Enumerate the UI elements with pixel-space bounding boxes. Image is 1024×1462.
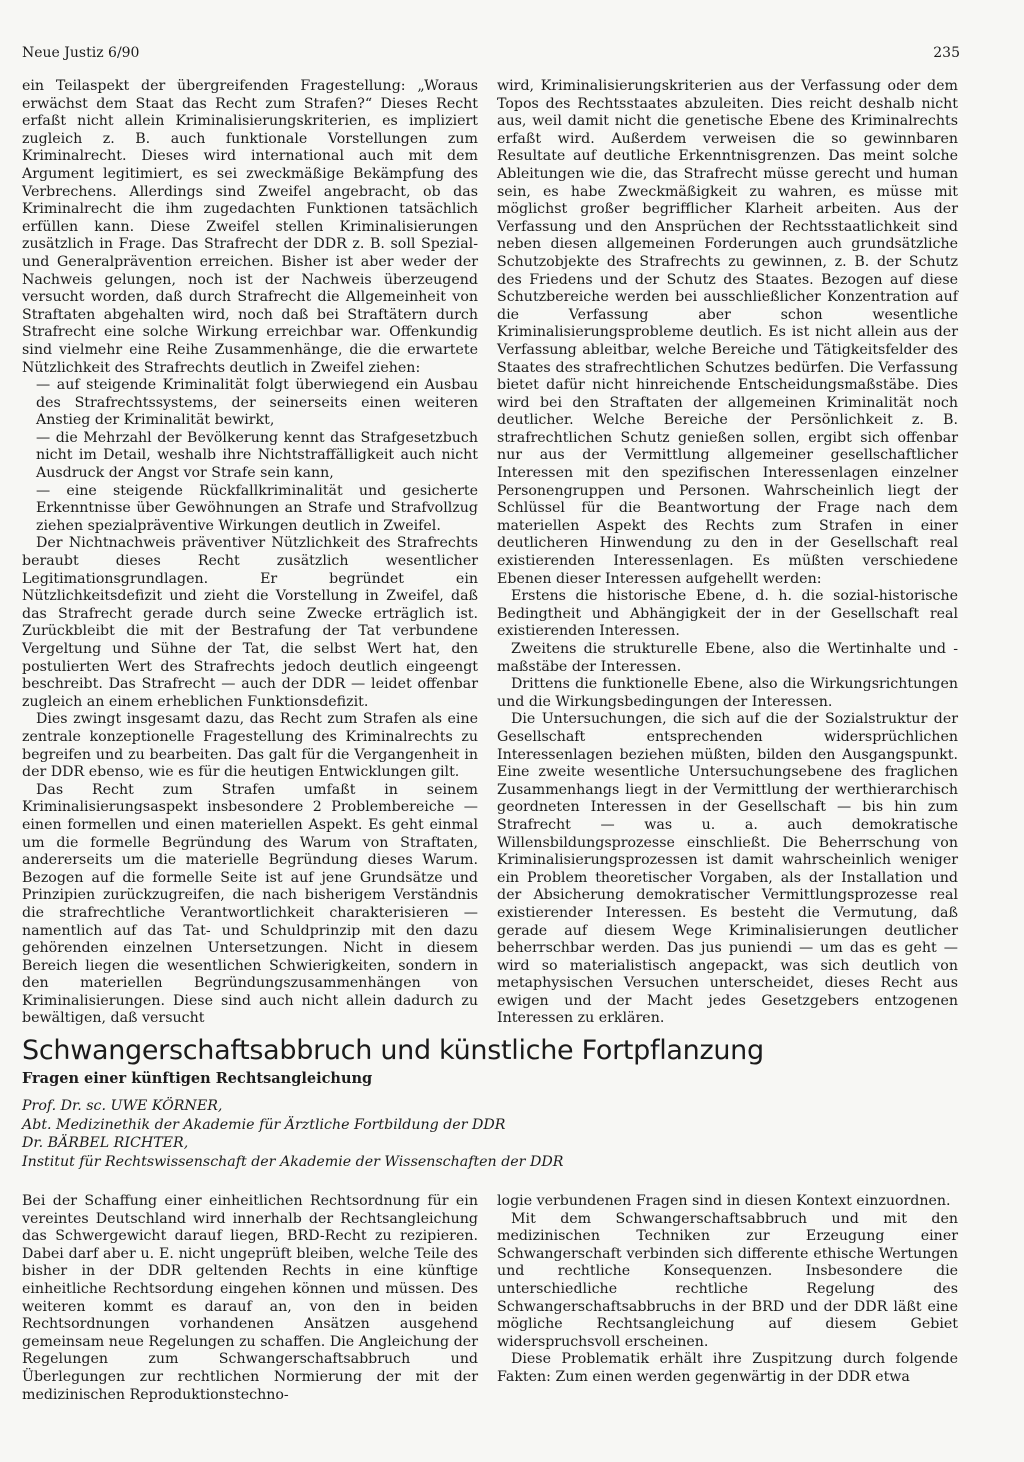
upper-column-right	[497, 78, 958, 1028]
list-item: — auf steigende Kriminalität folgt überwiegend ein Ausbau des Strafrechtssystems, der seinerseits einen weiteren Anstieg der Kriminalität bewirkt,	[36, 377, 478, 429]
article-column-left	[22, 1193, 478, 1404]
list-item: — eine steigende Rückfallkriminalität und gesicherte Erkenntnisse über Gewöhnungen an Strafe und Strafvollzug ziehen spezialpräventive Wirkungen deutlich in Zweifel.	[36, 482, 478, 534]
article-column-right	[497, 1193, 958, 1387]
paragraph: Die Untersuchungen, die sich auf die der Sozialstruktur der Gesellschaft entsprechenden widersprüchlichen Interessenlagen beziehen müßten, bilden den Ausgangspunkt. Eine zweite wesentliche Untersuchungsebene des fraglichen Zusammenhangs liegt in der Vermittlung der werthierarchisch geordneten Interessen in der Gesellschaft — bis hin zum Strafrecht — was u. a. auch demokratische Willensbildungsprozesse einschließt. Die Beherrschung von Kriminalisierungsprozessen ist damit wahrscheinlich weniger ein Problem theoretischer Vorgaben, als der Installation und der Absicherung demokratischer Vermittlungsprozesse real existierender Interessen. Es besteht die Vermutung, daß gerade auf diesem Wege Kriminalisierungen deutlicher beherrschbar werden. Das jus puniendi — um das es geht — wird so materialistisch angepackt, was sich deutlich von metaphysischen Versuchen unterscheidet, dieses Recht aus ewigen und der Macht jedes Gesetzgebers entzogenen Interessen zu erklären.	[497, 711, 958, 1027]
paragraph: Drittens die funktionelle Ebene, also die Wirkungsrichtungen und die Wirkungsbedingungen der Interessen.	[497, 676, 958, 710]
author-affiliation: Institut für Rechtswissenschaft der Akademie der Wissenschaften der DDR	[22, 1153, 564, 1170]
paragraph: Zweitens die strukturelle Ebene, also die Wertinhalte und -maßstäbe der Interessen.	[497, 641, 958, 675]
paragraph: ein Teilaspekt der übergreifenden Fragestellung: „Woraus erwächst dem Staat das Recht zum Strafen?“ Dieses Recht erfaßt nicht allein Kriminalisierungskriterien, es impliziert zugleich z. B. auch funktionale Vorstellungen zum Kriminalrecht. Dieses wird international auch mit dem Argument legitimiert, es sei zweckmäßige Bekämpfung des Verbrechens. Allerdings sind Zweifel angebracht, ob das Kriminalrecht die ihm zugedachten Funktionen tatsächlich erfüllen kann. Diese Zweifel stellen Kriminalisierungen zusätzlich in Frage. Das Strafrecht der DDR z. B. soll Spezial- und Generalprävention erreichen. Bisher ist aber weder der Nachweis gelungen, noch ist der Nachweis überzeugend versucht worden, daß durch Strafrecht die Allgemeinheit von Straftaten abgehalten wird, noch daß bei Straftätern durch Strafrecht eine solche Wirkung erreichbar war. Offenkundig sind vielmehr eine Reihe Zusammenhänge, die die erwartete Nützlichkeit des Strafrechts deutlich in Zweifel ziehen:	[22, 78, 478, 376]
journal-issue: Neue Justiz 6/90	[22, 45, 140, 61]
author-name: Dr. BÄRBEL RICHTER,	[22, 1135, 189, 1151]
article-title: Schwangerschaftsabbruch und künstliche Fortpflanzung	[22, 1035, 764, 1066]
list-item: — die Mehrzahl der Bevölkerung kennt das Strafgesetzbuch nicht im Detail, weshalb ihre Nichtstraffälligkeit auch nicht Ausdruck der Angst vor Strafe sein kann,	[36, 429, 478, 482]
author-block	[22, 1097, 982, 1171]
paragraph: wird, Kriminalisierungskriterien aus der Verfassung oder dem Topos des Rechtsstaates abzuleiten. Dies reicht deshalb nicht aus, weil damit nicht die genetische Ebene des Kriminalrechts erfaßt wird. Außerdem verweisen die so gewinnbaren Resultate auf deutliche Erkenntnisgrenzen. Das meint solche Ableitungen wie die, das Strafrecht müsse gerecht und human sein, es habe Zweckmäßigkeit zu wahren, es müsse mit möglichst großer begrifflicher Klarheit arbeiten. Aus der Verfassung und den Ansprüchen der Rechtsstaatlichkeit sind neben diesen allgemeinen Forderungen auch grundsätzliche Schutzobjekte des Strafrechts zu gewinnen, z. B. der Schutz des Friedens und der Schutz des Staates. Bezogen auf diese Schutzbereiche werden bei ausschließlicher Konzentration auf die Verfassung aber schon wesentliche Kriminalisierungsprobleme deutlich. Es ist nicht allein aus der Verfassung ableitbar, welche Bereiche und Tätigkeitsfelder des Staates des strafrechtlichen Schutzes bedürfen. Die Verfassung bietet dafür nicht hinreichende Entscheidungsmaßstäbe. Dies wird bei den Straftaten der allgemeinen Kriminalität noch deutlicher. Welche Bereiche der Persönlichkeit z. B. strafrechtlichen Schutz genießen sollen, ergibt sich offenbar nur aus der Vermittlung allgemeiner gesellschaftlicher Interessen mit den spezifischen Interessenlagen einzelner Personengruppen und Personen. Wahrscheinlich liegt der Schlüssel für die Beantwortung der Frage nach dem materiellen Aspekt des Rechts zum Strafen in einer deutlicheren Hinwendung zu den in der Gesellschaft real existierenden Interessenlagen. Es müßten verschiedene Ebenen dieser Interessen aufgehellt werden:	[497, 78, 958, 587]
paragraph: Bei der Schaffung einer einheitlichen Rechtsordnung für ein vereintes Deutschland wird innerhalb der Rechtsangleichung das Schwergewicht darauf liegen, BRD-Recht zu rezipieren. Dabei darf aber u. E. nicht ungeprüft bleiben, welche Teile des bisher in der DDR geltenden Rechts in eine künftige einheitliche Rechtsordung eingehen können und müssen. Des weiteren kommt es darauf an, von den in beiden Rechtsordnungen vorhandenen Ansätzen ausgehend gemeinsam neue Regelungen zu schaffen. Die Angleichung der Regelungen zum Schwangerschaftsabbruch und Überlegungen zur rechtlichen Normierung der mit der medizinischen Reproduktionstechno-	[22, 1193, 478, 1403]
article-subtitle: Fragen einer künftigen Rechtsangleichung	[22, 1070, 373, 1087]
paragraph: Der Nichtnachweis präventiver Nützlichkeit des Strafrechts beraubt dieses Recht zusätzlich wesentlicher Legitimationsgrundlagen. Er begründet ein Nützlichkeitsdefizit und zieht die Vorstellung in Zweifel, daß das Strafrecht gerade durch seine Zwecke erträglich ist. Zurückbleibt die mit der Bestrafung der Tat verbundene Vergeltung und Sühne der Tat, die selbst Wert hat, den postulierten Wert des Strafrechts jedoch deutlich eingeengt beschreibt. Das Strafrecht — auch der DDR — leidet offenbar zugleich an einem erheblichen Funktionsdefizit.	[22, 535, 478, 710]
page-header	[22, 45, 960, 67]
paragraph: Diese Problematik erhält ihre Zuspitzung durch folgende Fakten: Zum einen werden gegenwärtig in der DDR etwa	[497, 1351, 958, 1385]
paragraph: Das Recht zum Strafen umfaßt in seinem Kriminalisierungsaspekt insbesondere 2 Problembereiche — einen formellen und einen materiellen Aspekt. Es geht einmal um die formelle Begründung des Warum von Straftaten, andererseits um die materielle Begründung dieses Warum. Bezogen auf die formelle Seite ist auf jene Grundsätze und Prinzipien zurückzugreifen, die nach bisherigem Verständnis die strafrechtliche Verantwortlichkeit charakterisieren — namentlich auf das Tat- und Schuldprinzip mit den dazu gehörenden einzelnen Untersetzungen. Nicht in diesem Bereich liegen die wesentlichen Schwierigkeiten, sondern in den materiellen Begründungszusammenhängen von Kriminalisierungen. Diese sind auch nicht allein dadurch zu bewältigen, daß versucht	[22, 781, 478, 1027]
upper-column-left	[22, 78, 478, 1028]
paragraph: Dies zwingt insgesamt dazu, das Recht zum Strafen als eine zentrale konzeptionelle Fragestellung des Kriminalrechts zu begreifen und zu bearbeiten. Das galt für die Vergangenheit in der DDR ebenso, wie es für die heutigen Entwicklungen gilt.	[22, 711, 478, 781]
author-name: Prof. Dr. sc. UWE KÖRNER,	[22, 1098, 223, 1114]
page-number: 235	[933, 45, 960, 61]
author-affiliation: Abt. Medizinethik der Akademie für Ärztliche Fortbildung der DDR	[22, 1116, 506, 1133]
paragraph: Erstens die historische Ebene, d. h. die sozial-historische Bedingtheit und Abhängigkeit der in der Gesellschaft real existierenden Interessen.	[497, 588, 958, 640]
paragraph: logie verbundenen Fragen sind in diesen Kontext einzuordnen.	[497, 1193, 951, 1209]
paragraph: Mit dem Schwangerschaftsabbruch und mit den medizinischen Techniken zur Erzeugung einer Schwangerschaft verbinden sich differente ethische Wertungen und rechtliche Konsequenzen. Insbesondere die unterschiedliche rechtliche Regelung des Schwangerschaftsabbruchs in der BRD und der DDR läßt eine mögliche Rechtsangleichung auf diesem Gebiet widerspruchsvoll erscheinen.	[497, 1210, 958, 1350]
